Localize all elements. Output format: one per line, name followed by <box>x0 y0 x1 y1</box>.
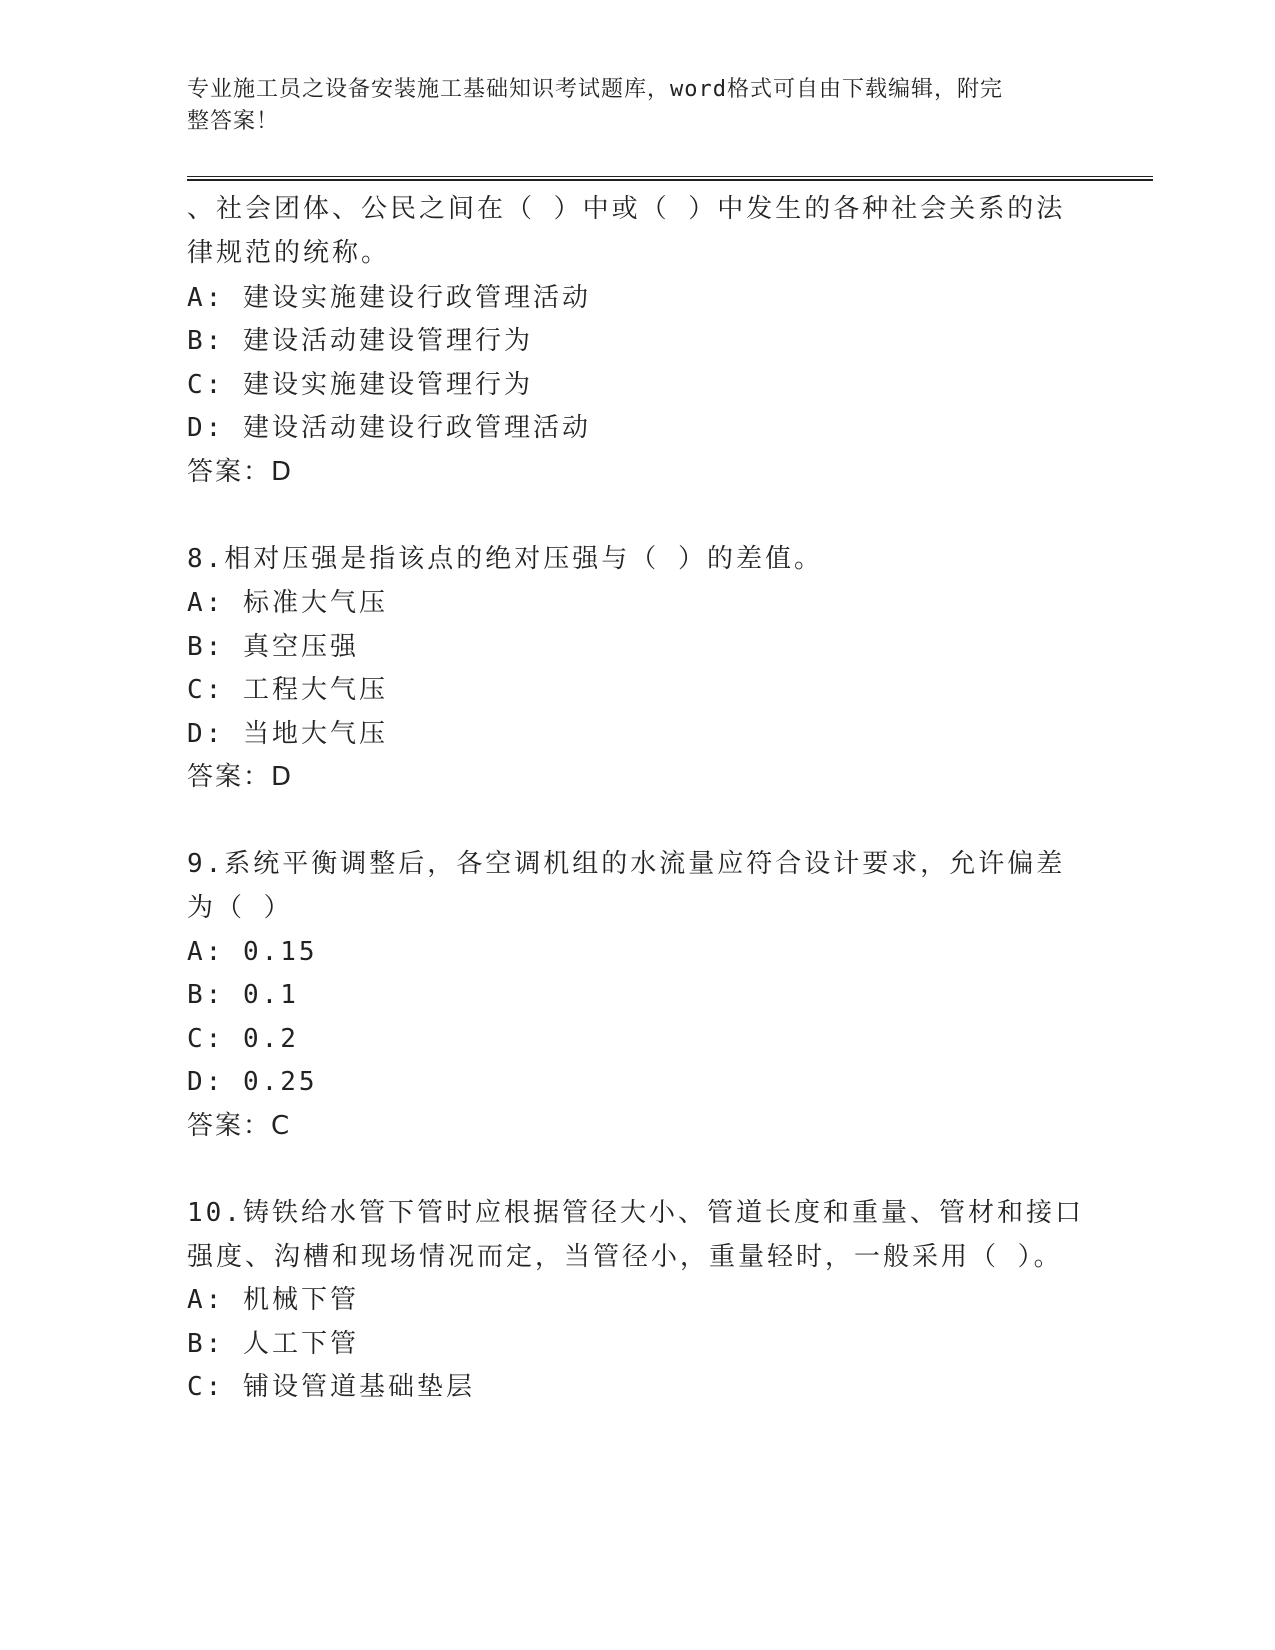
q7-answer: 答案：D <box>187 457 294 487</box>
q9-option-d: D: 0.25 <box>187 1067 318 1097</box>
q10-option-a: A: 机械下管 <box>187 1285 359 1315</box>
q9-stem-line-2: 为（ ） <box>187 893 293 923</box>
q10-stem-line-1: 10.铸铁给水管下管时应根据管径大小、管道长度和重量、管材和接口 <box>187 1198 1084 1228</box>
q8-option-d: D: 当地大气压 <box>187 719 388 749</box>
q9-option-a: A: 0.15 <box>187 937 318 967</box>
q7-option-b: B: 建设活动建设管理行为 <box>187 326 533 356</box>
q8-stem-line-1: 8.相对压强是指该点的绝对压强与（ ）的差值。 <box>187 544 823 574</box>
q9-option-c: C: 0.2 <box>187 1024 299 1054</box>
q10-stem-line-2: 强度、沟槽和现场情况而定，当管径小，重量轻时，一般采用（ ）。 <box>187 1242 1063 1272</box>
q7-stem-line-2: 律规范的统称。 <box>187 238 391 268</box>
q7-option-d: D: 建设活动建设行政管理活动 <box>187 413 591 443</box>
q7-option-a: A: 建设实施建设行政管理活动 <box>187 283 591 313</box>
q10-option-b: B: 人工下管 <box>187 1329 359 1359</box>
q8-option-c: C: 工程大气压 <box>187 675 388 705</box>
q8-option-a: A: 标准大气压 <box>187 588 388 618</box>
document-header <box>187 74 1067 138</box>
q7-stem-line-1: 、社会团体、公民之间在（ ）中或（ ）中发生的各种社会关系的法 <box>187 194 1066 224</box>
q7-option-c: C: 建设实施建设管理行为 <box>187 370 533 400</box>
header-line-2: 整答案！ <box>187 109 280 134</box>
q9-answer: 答案：C <box>187 1111 292 1141</box>
q8-answer: 答案：D <box>187 762 294 792</box>
q10-option-c: C: 铺设管道基础垫层 <box>187 1372 475 1402</box>
header-divider <box>187 176 1153 181</box>
q9-stem-line-1: 9.系统平衡调整后，各空调机组的水流量应符合设计要求，允许偏差 <box>187 849 1066 879</box>
q8-option-b: B: 真空压强 <box>187 632 359 662</box>
q9-option-b: B: 0.1 <box>187 980 299 1010</box>
header-line-1: 专业施工员之设备安装施工基础知识考试题库，word格式可自由下载编辑，附完 <box>187 77 1003 102</box>
